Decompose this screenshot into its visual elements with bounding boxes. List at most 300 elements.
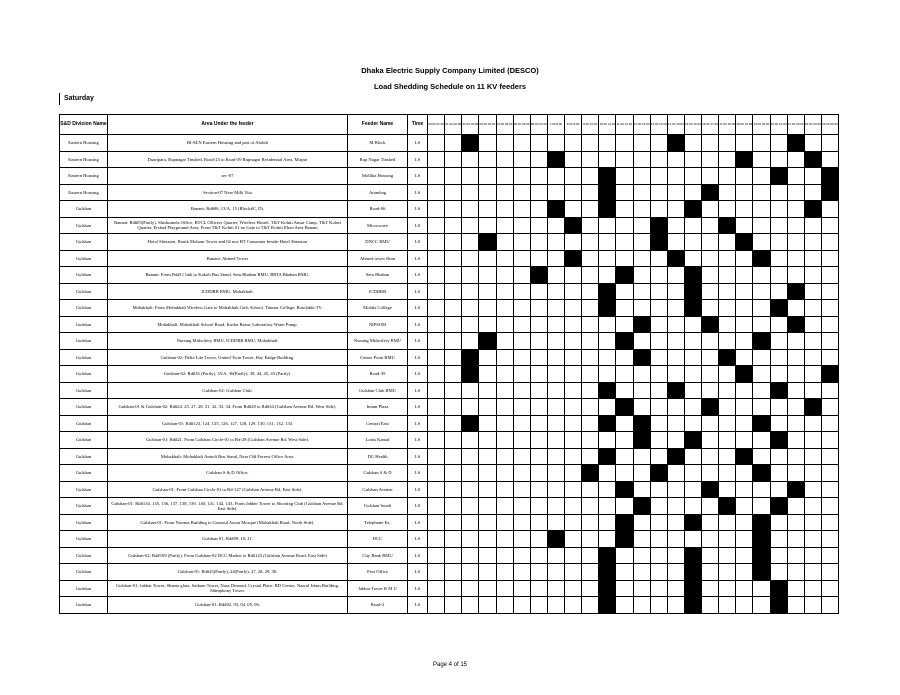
slot-cell	[702, 333, 719, 350]
slot-cell	[479, 135, 496, 152]
slot-cell	[530, 382, 547, 399]
slot-shed-cell	[684, 283, 701, 300]
slot-cell	[582, 217, 599, 234]
slot-cell	[770, 564, 787, 581]
slot-cell	[650, 349, 667, 366]
slot-cell	[445, 151, 462, 168]
feeder-cell: Road-39	[348, 366, 408, 383]
slot-cell	[804, 366, 821, 383]
slot-shed-cell	[753, 465, 770, 482]
division-cell: Gulshan	[60, 333, 108, 350]
slot-shed-cell	[719, 349, 736, 366]
slot-cell	[496, 201, 513, 218]
slot-cell	[616, 366, 633, 383]
slot-header: 23:00 00:00	[821, 115, 838, 135]
slot-shed-cell	[667, 382, 684, 399]
slot-cell	[428, 399, 445, 416]
header-row	[60, 115, 839, 135]
slot-shed-cell	[599, 283, 616, 300]
slot-shed-cell	[684, 547, 701, 564]
slot-cell	[770, 217, 787, 234]
slot-cell	[462, 597, 479, 614]
slot-shed-cell	[599, 448, 616, 465]
feeder-cell: Road-06	[348, 201, 408, 218]
slot-shed-cell	[753, 333, 770, 350]
slot-cell	[787, 531, 804, 548]
slot-cell	[804, 349, 821, 366]
slot-cell	[650, 432, 667, 449]
slot-cell	[513, 250, 530, 267]
slot-cell	[684, 415, 701, 432]
slot-cell	[445, 366, 462, 383]
slot-cell	[667, 481, 684, 498]
slot-cell	[770, 349, 787, 366]
time-cell: LS	[408, 415, 428, 432]
table-row	[60, 580, 839, 597]
slot-shed-cell	[633, 498, 650, 515]
slot-cell	[736, 184, 753, 201]
slot-cell	[479, 217, 496, 234]
slot-cell	[736, 432, 753, 449]
slot-shed-cell	[736, 366, 753, 383]
slot-cell	[616, 168, 633, 185]
slot-cell	[462, 514, 479, 531]
slot-cell	[547, 580, 564, 597]
slot-cell	[650, 250, 667, 267]
slot-cell	[804, 448, 821, 465]
slot-cell	[667, 547, 684, 564]
slot-shed-cell	[599, 547, 616, 564]
slot-cell	[496, 267, 513, 284]
division-cell: Eastern Housing	[60, 151, 108, 168]
slot-cell	[462, 267, 479, 284]
time-cell: LS	[408, 300, 428, 317]
slot-cell	[787, 382, 804, 399]
slot-cell	[667, 234, 684, 251]
slot-cell	[547, 217, 564, 234]
slot-shed-cell	[702, 184, 719, 201]
slot-cell	[428, 432, 445, 449]
slot-shed-cell	[633, 316, 650, 333]
slot-cell	[445, 448, 462, 465]
slot-shed-cell	[736, 448, 753, 465]
schedule-table	[59, 114, 839, 614]
slot-cell	[428, 531, 445, 548]
slot-cell	[513, 448, 530, 465]
slot-shed-cell	[804, 399, 821, 416]
slot-header: 04:00 05:00	[496, 115, 513, 135]
slot-cell	[804, 498, 821, 515]
slot-cell	[804, 333, 821, 350]
slot-shed-cell	[719, 498, 736, 515]
slot-cell	[428, 168, 445, 185]
slot-cell	[496, 498, 513, 515]
slot-cell	[582, 349, 599, 366]
slot-cell	[445, 267, 462, 284]
slot-cell	[599, 267, 616, 284]
slot-cell	[565, 333, 582, 350]
division-cell: Gulshan	[60, 250, 108, 267]
slot-cell	[479, 184, 496, 201]
slot-cell	[804, 514, 821, 531]
slot-cell	[719, 184, 736, 201]
slot-cell	[565, 168, 582, 185]
slot-header: 10:00 11:00	[599, 115, 616, 135]
slot-cell	[547, 432, 564, 449]
slot-cell	[719, 415, 736, 432]
slot-cell	[770, 184, 787, 201]
slot-cell	[445, 184, 462, 201]
slot-cell	[753, 234, 770, 251]
slot-shed-cell	[804, 201, 821, 218]
slot-cell	[445, 300, 462, 317]
slot-header: 06:00 07:00	[530, 115, 547, 135]
time-cell: LS	[408, 234, 428, 251]
slot-cell	[496, 415, 513, 432]
slot-shed-cell	[599, 201, 616, 218]
slot-cell	[462, 250, 479, 267]
slot-cell	[428, 184, 445, 201]
slot-cell	[787, 399, 804, 416]
slot-cell	[684, 184, 701, 201]
slot-cell	[616, 184, 633, 201]
slot-header: 9:00 10:00	[582, 115, 599, 135]
slot-cell	[821, 382, 838, 399]
slot-cell	[770, 135, 787, 152]
slot-cell	[530, 349, 547, 366]
slot-header: 17:00 18:00	[719, 115, 736, 135]
slot-cell	[513, 465, 530, 482]
slot-cell	[667, 316, 684, 333]
area-cell: Gulshan-01: Rd#02, 03, 04, 05, 06.	[108, 597, 348, 614]
slot-cell	[719, 151, 736, 168]
slot-shed-cell	[479, 234, 496, 251]
slot-cell	[599, 498, 616, 515]
slot-cell	[770, 465, 787, 482]
feeder-cell: DCC	[348, 531, 408, 548]
feeder-cell: Gulshan Avenue	[348, 481, 408, 498]
slot-shed-cell	[547, 151, 564, 168]
slot-cell	[667, 580, 684, 597]
slot-cell	[547, 415, 564, 432]
feeder-cell: Gulshan South	[348, 498, 408, 515]
slot-cell	[633, 217, 650, 234]
slot-cell	[530, 135, 547, 152]
slot-cell	[667, 465, 684, 482]
slot-cell	[719, 547, 736, 564]
slot-shed-cell	[702, 399, 719, 416]
slot-cell	[445, 349, 462, 366]
area-cell: Mohakhali: Mohakhali Amtoli Bus Stand, Near Old Forrest Office Area.	[108, 448, 348, 465]
slot-cell	[821, 580, 838, 597]
slot-cell	[787, 349, 804, 366]
slot-cell	[787, 366, 804, 383]
slot-cell	[770, 316, 787, 333]
slot-cell	[513, 151, 530, 168]
slot-cell	[821, 283, 838, 300]
slot-cell	[650, 184, 667, 201]
slot-cell	[702, 201, 719, 218]
slot-shed-cell	[462, 349, 479, 366]
slot-cell	[530, 250, 547, 267]
slot-cell	[684, 316, 701, 333]
slot-cell	[565, 151, 582, 168]
slot-cell	[616, 349, 633, 366]
feeder-cell: DNCC RMU	[348, 234, 408, 251]
slot-cell	[513, 498, 530, 515]
slot-cell	[513, 547, 530, 564]
slot-cell	[616, 250, 633, 267]
slot-cell	[804, 597, 821, 614]
slot-cell	[787, 267, 804, 284]
slot-cell	[719, 382, 736, 399]
slot-cell	[650, 399, 667, 416]
slot-cell	[530, 300, 547, 317]
slot-shed-cell	[684, 201, 701, 218]
slot-shed-cell	[787, 316, 804, 333]
slot-cell	[547, 135, 564, 152]
division-cell: Gulshan	[60, 547, 108, 564]
slot-cell	[428, 465, 445, 482]
time-cell: LS	[408, 168, 428, 185]
slot-shed-cell	[821, 366, 838, 383]
slot-cell	[616, 580, 633, 597]
slot-cell	[462, 201, 479, 218]
slot-cell	[770, 250, 787, 267]
slot-header: 8:00 9:00	[565, 115, 582, 135]
slot-cell	[684, 465, 701, 482]
slot-shed-cell	[667, 448, 684, 465]
time-cell: LS	[408, 201, 428, 218]
slot-cell	[479, 366, 496, 383]
slot-cell	[428, 234, 445, 251]
slot-cell	[582, 399, 599, 416]
slot-cell	[530, 498, 547, 515]
slot-cell	[462, 382, 479, 399]
slot-cell	[616, 316, 633, 333]
slot-cell	[650, 135, 667, 152]
division-cell: Eastern Housing	[60, 135, 108, 152]
time-cell: LS	[408, 481, 428, 498]
slot-cell	[667, 151, 684, 168]
slot-cell	[496, 234, 513, 251]
table-row	[60, 300, 839, 317]
feeder-cell: Central East	[348, 415, 408, 432]
table-row	[60, 283, 839, 300]
slot-cell	[599, 465, 616, 482]
slot-cell	[684, 349, 701, 366]
slot-cell	[428, 300, 445, 317]
area-cell: Duaripara, Rupnagar Tinshed, Road-23 to Road-39 Rupnagar Residential Area, Mirpur	[108, 151, 348, 168]
area-cell: Hotel Sheraton, Bonik Mohanr Tower and 02 nos HT Consumer beside Hotel Sheraton	[108, 234, 348, 251]
slot-cell	[804, 316, 821, 333]
slot-cell	[650, 382, 667, 399]
slot-shed-cell	[684, 580, 701, 597]
slot-cell	[530, 448, 547, 465]
division-cell: Gulshan	[60, 267, 108, 284]
slot-cell	[496, 151, 513, 168]
feeder-cell: City Bank RMU	[348, 547, 408, 564]
slot-cell	[496, 333, 513, 350]
slot-cell	[719, 366, 736, 383]
slot-cell	[667, 531, 684, 548]
table-row	[60, 316, 839, 333]
slot-cell	[530, 564, 547, 581]
slot-header: 05:00 06:00	[513, 115, 530, 135]
slot-cell	[821, 597, 838, 614]
slot-cell	[770, 333, 787, 350]
slot-cell	[719, 267, 736, 284]
page-number: Page 4 of 15	[432, 662, 468, 668]
slot-cell	[565, 547, 582, 564]
slot-cell	[599, 151, 616, 168]
slot-cell	[565, 564, 582, 581]
table-row	[60, 498, 839, 515]
slot-cell	[753, 300, 770, 317]
slot-cell	[445, 580, 462, 597]
slot-cell	[633, 135, 650, 152]
slot-cell	[753, 399, 770, 416]
slot-cell	[821, 349, 838, 366]
slot-cell	[650, 267, 667, 284]
slot-header: 02:00 03:00	[462, 115, 479, 135]
slot-shed-cell	[650, 217, 667, 234]
slot-cell	[804, 465, 821, 482]
slot-shed-cell	[787, 135, 804, 152]
slot-cell	[599, 333, 616, 350]
table-row	[60, 465, 839, 482]
slot-cell	[582, 283, 599, 300]
slot-cell	[787, 217, 804, 234]
slot-cell	[804, 382, 821, 399]
slot-cell	[804, 217, 821, 234]
slot-cell	[513, 267, 530, 284]
slot-cell	[496, 465, 513, 482]
slot-cell	[530, 333, 547, 350]
division-cell: Gulshan	[60, 564, 108, 581]
slot-shed-cell	[479, 333, 496, 350]
slot-shed-cell	[565, 250, 582, 267]
slot-cell	[445, 531, 462, 548]
slot-cell	[821, 514, 838, 531]
slot-cell	[650, 597, 667, 614]
slot-cell	[462, 498, 479, 515]
slot-cell	[582, 547, 599, 564]
slot-cell	[702, 234, 719, 251]
slot-cell	[770, 399, 787, 416]
slot-cell	[582, 250, 599, 267]
slot-cell	[753, 481, 770, 498]
area-cell: Banani: Ahmed Tower	[108, 250, 348, 267]
slot-cell	[702, 580, 719, 597]
slot-cell	[702, 382, 719, 399]
feeder-cell: Telephone Ex.	[348, 514, 408, 531]
time-cell: LS	[408, 580, 428, 597]
slot-cell	[770, 151, 787, 168]
table-row	[60, 547, 839, 564]
feeder-cell: Center Point RMU	[348, 349, 408, 366]
slot-cell	[462, 465, 479, 482]
slot-shed-cell	[770, 498, 787, 515]
slot-cell	[513, 399, 530, 416]
division-cell: Gulshan	[60, 201, 108, 218]
slot-cell	[821, 448, 838, 465]
table-row	[60, 267, 839, 284]
feeder-cell: Arambag	[348, 184, 408, 201]
slot-cell	[804, 547, 821, 564]
slot-cell	[547, 316, 564, 333]
slot-cell	[428, 349, 445, 366]
division-cell: Gulshan	[60, 382, 108, 399]
area-cell: Gulshan-01: Rd#123, 124, 125, 126, 127, 128, 129, 130, 131, 132, 133.	[108, 415, 348, 432]
area-cell: Gulshan-02: Rd#35 (Partly), 35/A, 36(Partly), 39, 44, 45, 43 (Partly).	[108, 366, 348, 383]
table-row	[60, 448, 839, 465]
table-row	[60, 151, 839, 168]
slot-cell	[496, 349, 513, 366]
time-cell: LS	[408, 135, 428, 152]
slot-cell	[667, 432, 684, 449]
slot-cell	[565, 316, 582, 333]
feeder-cell: Jabbar Tower R M U	[348, 580, 408, 597]
slot-cell	[530, 597, 547, 614]
slot-shed-cell	[684, 597, 701, 614]
slot-shed-cell	[530, 267, 547, 284]
slot-cell	[513, 283, 530, 300]
slot-cell	[702, 151, 719, 168]
slot-cell	[702, 597, 719, 614]
slot-cell	[479, 151, 496, 168]
slot-cell	[821, 316, 838, 333]
table-row	[60, 366, 839, 383]
slot-cell	[599, 234, 616, 251]
slot-cell	[547, 333, 564, 350]
slot-cell	[445, 481, 462, 498]
slot-shed-cell	[616, 333, 633, 350]
slot-cell	[633, 481, 650, 498]
feeder-cell: Lotus Kamal	[348, 432, 408, 449]
slot-cell	[753, 382, 770, 399]
slot-cell	[582, 168, 599, 185]
slot-cell	[753, 283, 770, 300]
slot-cell	[821, 135, 838, 152]
slot-cell	[719, 597, 736, 614]
time-cell: LS	[408, 465, 428, 482]
slot-cell	[582, 498, 599, 515]
slot-cell	[719, 234, 736, 251]
slot-cell	[513, 366, 530, 383]
slot-cell	[582, 151, 599, 168]
slot-cell	[770, 547, 787, 564]
slot-cell	[462, 448, 479, 465]
slot-cell	[667, 415, 684, 432]
slot-cell	[582, 333, 599, 350]
slot-cell	[599, 349, 616, 366]
slot-cell	[530, 184, 547, 201]
table-row	[60, 201, 839, 218]
slot-cell	[496, 399, 513, 416]
slot-cell	[565, 465, 582, 482]
slot-shed-cell	[684, 432, 701, 449]
slot-cell	[445, 498, 462, 515]
time-cell: LS	[408, 547, 428, 564]
slot-cell	[513, 333, 530, 350]
slot-header: 15:00 16:00	[684, 115, 701, 135]
slot-cell	[513, 481, 530, 498]
slot-cell	[479, 300, 496, 317]
slot-cell	[462, 531, 479, 548]
slot-cell	[513, 564, 530, 581]
slot-cell	[496, 250, 513, 267]
